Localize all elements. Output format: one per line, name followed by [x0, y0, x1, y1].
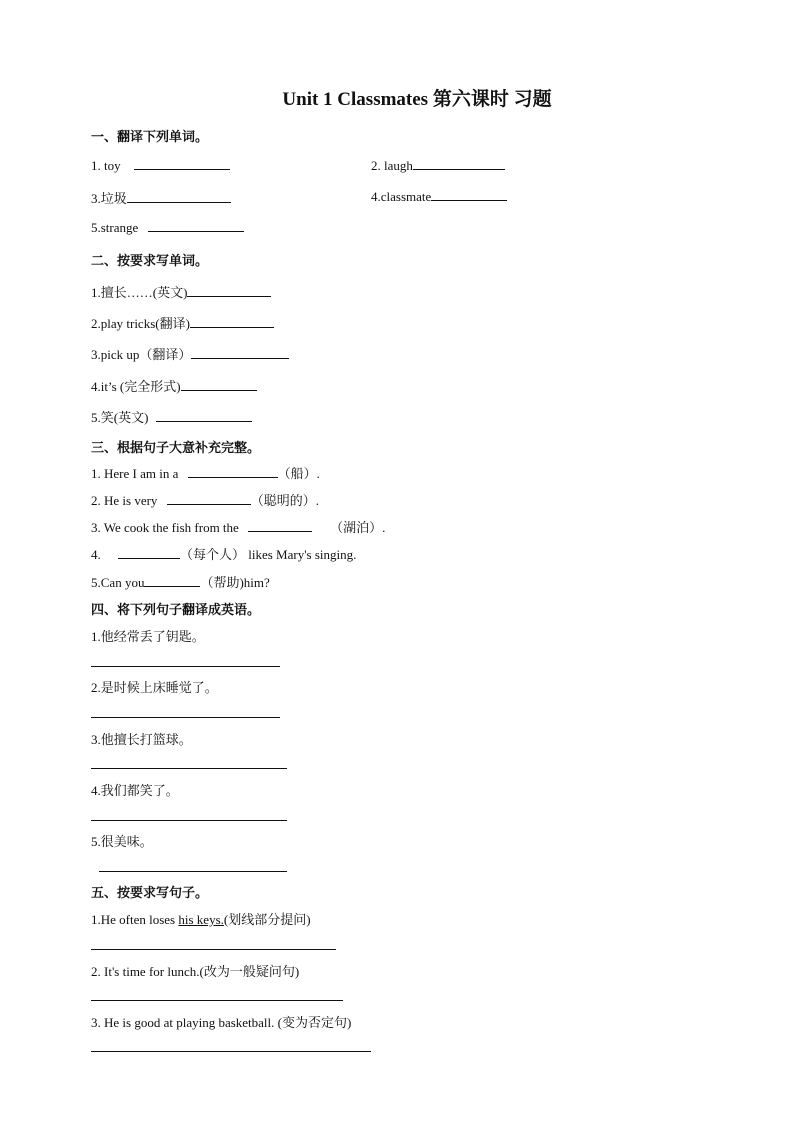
s3-q5-text-b: （帮助)him?	[200, 575, 270, 590]
s3-q3-text-b: （湖泊）.	[330, 520, 386, 535]
s3-q1-blank[interactable]	[188, 465, 278, 478]
s3-q4-text-b: （每个人） likes Mary's singing.	[180, 547, 357, 562]
s5-question-1	[91, 909, 311, 928]
s2-q3-blank[interactable]	[191, 346, 289, 359]
s5-q3-answer-line[interactable]	[91, 1051, 371, 1052]
s3-q2-blank[interactable]	[167, 492, 251, 505]
section-1-heading: 一、翻译下列单词。	[91, 130, 209, 145]
s1-question-1	[91, 157, 230, 174]
s2-q5-text: 5.笑(英文)	[91, 410, 149, 425]
s2-q3-text: 3.pick up（翻译）	[91, 347, 192, 362]
s3-question-5	[91, 572, 270, 591]
section-3-heading: 三、根据句子大意补充完整。	[91, 441, 261, 456]
s5-q1-underlined: his keys.	[178, 912, 224, 927]
s3-q4-blank[interactable]	[118, 546, 180, 559]
s2-question-3	[91, 344, 289, 363]
s5-q1-answer-line[interactable]	[91, 949, 336, 950]
s4-question-4: 4.我们都笑了。	[91, 783, 179, 798]
s3-question-4	[91, 544, 356, 563]
s3-q2-text-b: （聪明的）.	[250, 493, 319, 508]
s3-q5-blank[interactable]	[144, 574, 200, 587]
s1-q1-text: 1. toy	[91, 158, 121, 173]
s1-q5-blank[interactable]	[148, 219, 244, 232]
s2-q1-blank[interactable]	[187, 284, 271, 297]
s1-q4-blank[interactable]	[431, 188, 507, 201]
s1-question-5	[91, 219, 244, 236]
s4-question-5: 5.很美味。	[91, 834, 153, 849]
s4-q1-answer-line[interactable]	[91, 666, 280, 667]
s2-question-4	[91, 376, 257, 395]
s2-q4-text: 4.it’s (完全形式)	[91, 379, 181, 394]
s4-question-2: 2.是时候上床睡觉了。	[91, 680, 218, 695]
s4-question-1: 1.他经常丢了钥匙。	[91, 629, 205, 644]
s3-q5-text-a: 5.Can you	[91, 575, 145, 590]
s2-q2-blank[interactable]	[190, 315, 274, 328]
page-title: Unit 1 Classmates 第六课时 习题	[282, 89, 552, 110]
s2-q1-text: 1.擅长……(英文)	[91, 285, 188, 300]
s3-q4-text-a: 4.	[91, 547, 101, 562]
s3-q3-text-a: 3. We cook the fish from the	[91, 520, 239, 535]
s2-question-1	[91, 282, 271, 301]
s2-q2-text: 2.play tricks(翻译)	[91, 316, 190, 331]
s5-question-3: 3. He is good at playing basketball. (变为否定句)	[91, 1015, 352, 1030]
s5-q2-answer-line[interactable]	[91, 1000, 343, 1001]
s2-q5-blank[interactable]	[156, 409, 252, 422]
s3-q1-text-a: 1. Here I am in a	[91, 466, 179, 481]
s5-q1-text-b: (划线部分提问)	[223, 912, 311, 927]
s4-q5-answer-line[interactable]	[99, 871, 287, 872]
s1-question-4	[371, 188, 507, 205]
s3-q2-text-a: 2. He is very	[91, 493, 158, 508]
s1-q3-blank[interactable]	[127, 190, 231, 203]
s1-question-3	[91, 188, 231, 207]
s1-q2-blank[interactable]	[413, 157, 505, 170]
s1-q1-blank[interactable]	[134, 157, 230, 170]
section-4-heading: 四、将下列句子翻译成英语。	[91, 603, 261, 618]
s4-q4-answer-line[interactable]	[91, 820, 287, 821]
section-5-heading: 五、按要求写句子。	[91, 886, 209, 901]
s1-q2-text: 2. laugh	[371, 158, 413, 173]
s5-q1-text-a: 1.He often loses	[91, 912, 179, 927]
s2-q4-blank[interactable]	[181, 378, 257, 391]
s1-q3-text: 3.垃圾	[91, 191, 127, 206]
s3-question-2	[91, 490, 319, 509]
s4-question-3: 3.他擅长打篮球。	[91, 732, 192, 747]
s3-question-3	[91, 517, 385, 536]
s3-question-1	[91, 463, 320, 482]
s1-q4-text: 4.classmate	[371, 189, 432, 204]
section-2-heading: 二、按要求写单词。	[91, 254, 209, 269]
s4-q2-answer-line[interactable]	[91, 717, 280, 718]
s3-q1-text-b: （船）.	[277, 466, 320, 481]
s2-question-2	[91, 313, 274, 332]
s3-q3-blank[interactable]	[248, 519, 312, 532]
s1-q5-text: 5.strange	[91, 220, 139, 235]
s5-question-2: 2. It's time for lunch.(改为一般疑问句)	[91, 964, 300, 979]
s4-q3-answer-line[interactable]	[91, 768, 287, 769]
s1-question-2	[371, 157, 505, 174]
s2-question-5	[91, 407, 252, 426]
